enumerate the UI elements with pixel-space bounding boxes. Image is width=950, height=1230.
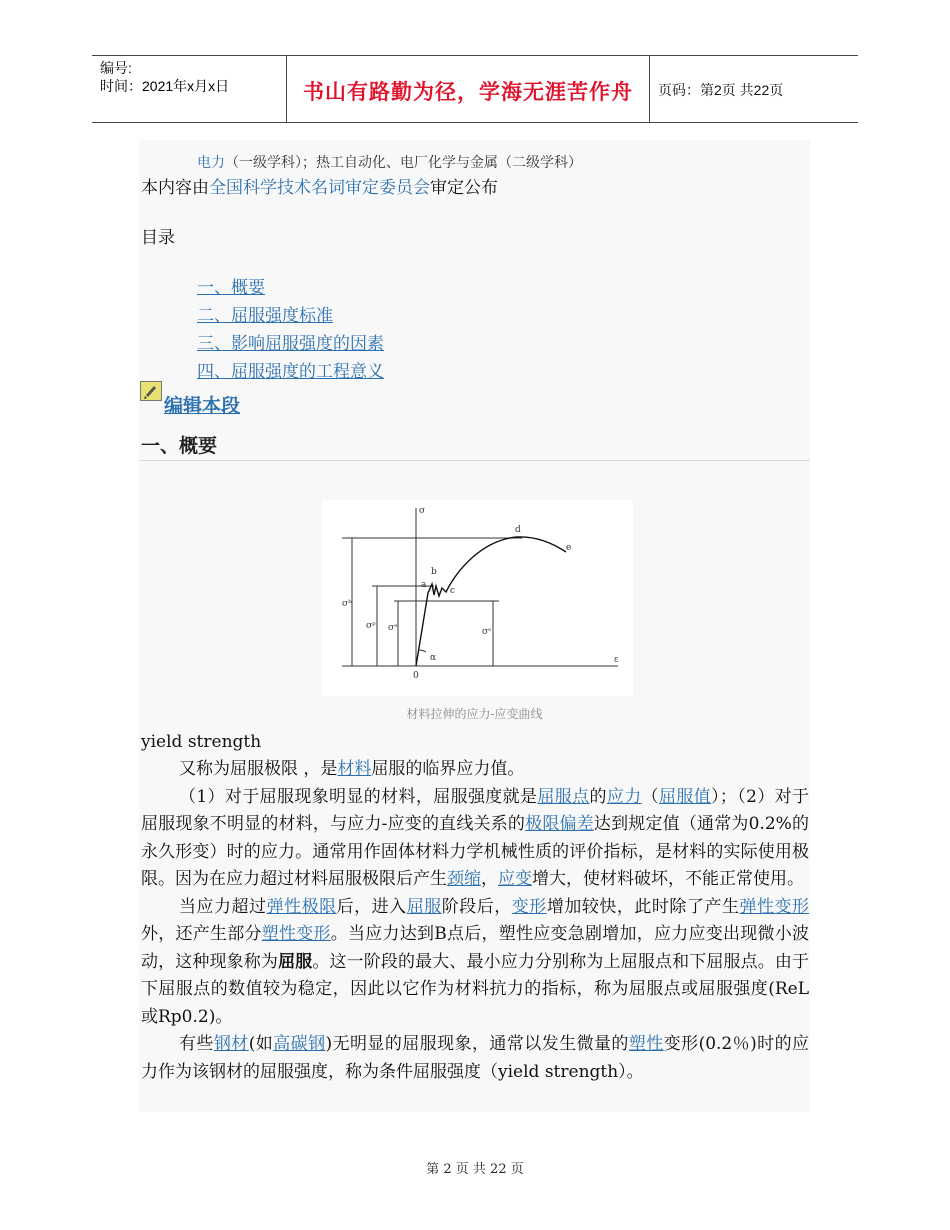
- text-span: 。这一阶段的最大、最小应力分别称为上屈服点和下屈服点。由于下屈服点的数值较为稳定，因此以它作为材料抗力的指标，称为屈服点或屈服强度(ReL或Rp0.2)。: [141, 951, 810, 1027]
- doc-number-label: 编号:: [100, 60, 132, 76]
- toc-item-factors[interactable]: [197, 329, 384, 354]
- bold-term-yield: 屈服: [278, 951, 313, 972]
- label-ss: σˢ: [482, 627, 492, 637]
- link-material[interactable]: 材料: [337, 759, 372, 779]
- page-header: [92, 55, 858, 123]
- approval-line: [141, 174, 498, 202]
- toc-item-significance[interactable]: [197, 357, 384, 382]
- page-footer: 第 2 页 共 22 页: [426, 1162, 524, 1177]
- paragraph-3: [141, 894, 809, 1032]
- edit-icon[interactable]: [140, 381, 162, 401]
- text-span: 外，还产生部分: [141, 924, 262, 944]
- link-elastic-limit[interactable]: 弹性极限: [266, 896, 337, 917]
- text-span: 后，进入: [336, 896, 407, 917]
- link-plastic-deformation[interactable]: 塑性变形: [261, 924, 331, 944]
- figure-caption: 材料拉伸的应力-应变曲线: [406, 707, 543, 721]
- link-high-carbon-steel[interactable]: 高碳钢: [273, 1034, 326, 1054]
- english-term: yield strength: [141, 732, 262, 752]
- text-span: (如: [248, 1034, 274, 1054]
- link-necking[interactable]: 颈缩: [447, 869, 481, 889]
- subject-line: [197, 152, 582, 172]
- header-page-cell: [650, 56, 858, 122]
- text-span: 增加较快，此时除了产生: [546, 896, 740, 917]
- section-divider: [139, 460, 810, 461]
- link-yield-value[interactable]: 屈服值: [658, 786, 712, 807]
- label-d: d: [515, 525, 521, 535]
- link-yield[interactable]: 屈服: [406, 896, 442, 917]
- text-span: （1）对于屈服现象明显的材料，屈服强度就是: [179, 786, 538, 807]
- angle-arc: [418, 650, 426, 652]
- paragraph-2: [141, 784, 809, 894]
- label-a: a: [421, 580, 427, 590]
- header-motto: 书山有路勤为径，学海无涯苦作舟: [303, 81, 633, 104]
- text-span: ）；（2）对于屈服现象不明显的材料，与应力-应变的直线关系的: [141, 786, 810, 834]
- link-yield-point[interactable]: 屈服点: [537, 786, 590, 807]
- approval-post: 审定公布: [430, 178, 498, 198]
- link-limit-deviation[interactable]: 极限偏差: [525, 814, 594, 834]
- label-sigma: σ: [419, 506, 426, 516]
- header-motto-cell: [287, 56, 650, 122]
- label-origin: 0: [413, 671, 419, 681]
- text-span: ，: [481, 869, 498, 889]
- link-plasticity[interactable]: 塑性: [628, 1034, 664, 1054]
- text-span: 的: [589, 786, 607, 807]
- toc-title: 目录: [141, 228, 175, 248]
- text-span: （: [641, 786, 659, 807]
- label-b: b: [431, 567, 437, 577]
- link-elastic-deformation[interactable]: 弹性变形: [739, 896, 810, 917]
- text-span: 阶段后，: [441, 896, 512, 917]
- text-span: 增大，使材料破坏，不能正常使用。: [532, 869, 804, 889]
- stress-strain-figure: [322, 500, 633, 696]
- approval-pre: 本内容由: [141, 178, 209, 198]
- text-span: 当应力超过: [179, 896, 267, 917]
- text-span: 达到规定值（通常为0.2%的永久形变）时的应力。通常用作固体材料力学机械性质的评价指标，是材料的实际使用极限。因为在应力超过材料屈服极限后产生: [141, 814, 809, 889]
- body-paragraphs: [141, 756, 809, 1086]
- toc-item-standard[interactable]: [197, 301, 333, 326]
- toc-item-label[interactable]: 二、屈服强度标准: [197, 306, 333, 326]
- header-meta-cell: [92, 56, 287, 122]
- text-span: 又称为屈服极限 ，是: [179, 759, 338, 779]
- toc-item-label[interactable]: 四、屈服强度的工程意义: [197, 362, 384, 382]
- link-steel[interactable]: 钢材: [213, 1034, 249, 1054]
- paragraph-4: [141, 1031, 809, 1086]
- toc-item-overview[interactable]: [197, 273, 265, 298]
- text-span: 有些: [179, 1034, 214, 1054]
- approval-link[interactable]: 全国科学技术名词审定委员会: [209, 178, 430, 198]
- subject-rest: （一级学科）；热工自动化、电厂化学与金属（二级学科）: [225, 155, 582, 171]
- label-e: e: [566, 543, 572, 553]
- text-span: )无明显的屈服现象，通常以发生微量的: [325, 1034, 629, 1054]
- text-span: 屈服的临界应力值。: [371, 759, 525, 779]
- label-c: c: [450, 586, 456, 596]
- link-strain[interactable]: 应变: [498, 869, 532, 889]
- edit-section-link[interactable]: 编辑本段: [164, 396, 241, 417]
- label-sb: σᵇ: [342, 599, 352, 609]
- section-title: 一、概要: [141, 436, 218, 457]
- text-span: 变形(0.2％)时的应力作为该钢材的屈服强度，称为条件屈服强度（yield strength）。: [141, 1034, 810, 1082]
- header-page-info: 页码：第2页 共22页: [658, 82, 784, 98]
- toc-item-label[interactable]: 一、概要: [197, 278, 265, 298]
- label-se: σᵉ: [388, 623, 398, 633]
- link-deformation[interactable]: 变形: [511, 896, 547, 917]
- text-span: 。当应力达到B点后，塑性应变急剧增加，应力应变出现微小波动，这种现象称为: [141, 924, 809, 972]
- link-stress[interactable]: 应力: [606, 786, 642, 807]
- paragraph-1: [141, 756, 809, 784]
- toc-item-label[interactable]: 三、影响屈服强度的因素: [197, 334, 384, 354]
- subject-link[interactable]: 电力: [197, 155, 225, 171]
- label-alpha: α: [430, 653, 437, 663]
- date-label: 时间：2021年x月x日: [100, 78, 230, 94]
- label-sp: σᵖ: [366, 621, 376, 631]
- label-epsilon: ε: [614, 655, 619, 665]
